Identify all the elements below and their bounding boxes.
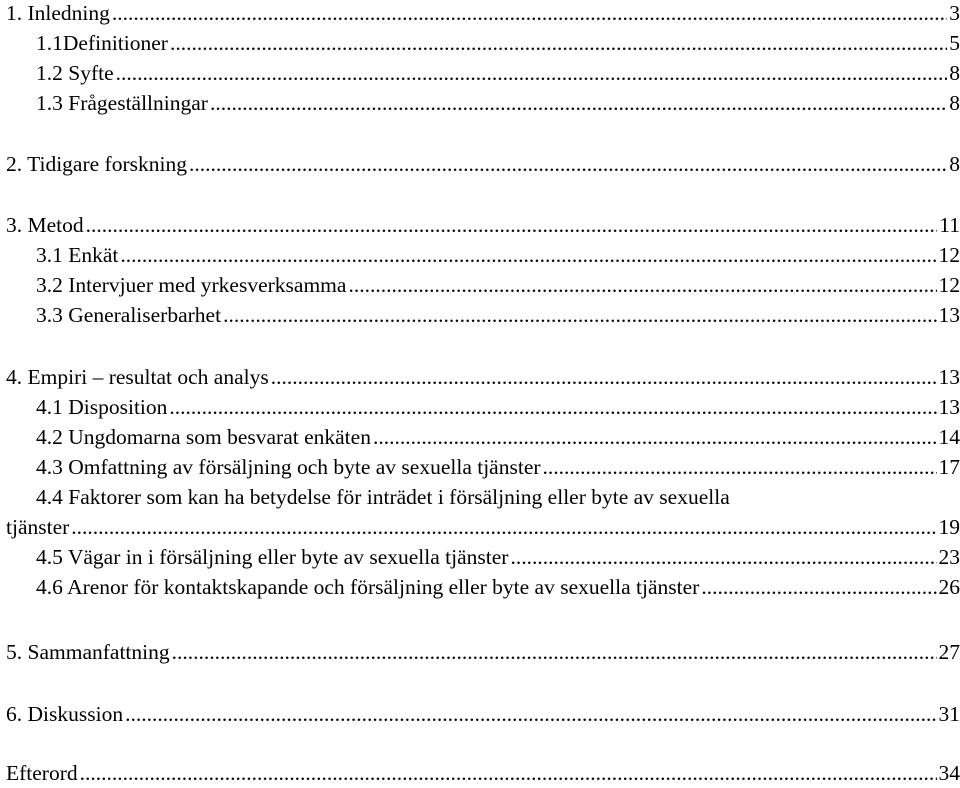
dot-leader (116, 58, 948, 88)
toc-entry-1-1[interactable] (36, 28, 960, 58)
toc-entry-4-3[interactable] (36, 452, 960, 482)
toc-entry-page: 13 (939, 300, 960, 330)
toc-entry-page: 8 (949, 88, 960, 118)
dot-leader (169, 392, 936, 422)
toc-entry-label: Efterord (6, 758, 78, 788)
toc-entry-page: 23 (939, 542, 960, 572)
toc-entry-4-6[interactable] (36, 572, 960, 602)
toc-entry-page: 8 (949, 149, 960, 179)
toc-entry-4-4-line1[interactable]: 4.4 Faktorer som kan ha betydelse för inträdet i försäljning eller byte av sexuella (36, 482, 730, 512)
toc-entry-4-4[interactable] (6, 512, 960, 542)
dot-leader (189, 149, 947, 179)
toc-entry-label: 4.6 Arenor för kontaktskapande och försäljning eller byte av sexuella tjänster (36, 572, 699, 602)
dot-leader (701, 572, 936, 602)
dot-leader (543, 452, 937, 482)
toc-entry-3-1[interactable] (36, 240, 960, 270)
toc-entry-label: 1.2 Syfte (36, 58, 114, 88)
toc-entry-4-5[interactable] (36, 542, 960, 572)
toc-entry-1[interactable] (6, 0, 960, 28)
dot-leader (112, 0, 947, 28)
toc-entry-page: 12 (939, 270, 960, 300)
toc-entry-label: 1. Inledning (6, 0, 110, 28)
toc-entry-page: 31 (939, 699, 960, 729)
toc-entry-1-3[interactable] (36, 88, 960, 118)
toc-entry-6[interactable] (6, 699, 960, 729)
toc-entry-page: 5 (949, 28, 960, 58)
toc-entry-label: 3.2 Intervjuer med yrkesverksamma (36, 270, 346, 300)
toc-entry-label: 3.3 Generaliserbarhet (36, 300, 221, 330)
dot-leader (172, 637, 937, 667)
toc-entry-page: 17 (939, 452, 960, 482)
toc-entry-label: 5. Sammanfattning (6, 637, 170, 667)
dot-leader (510, 542, 936, 572)
toc-entry-4[interactable] (6, 362, 960, 392)
toc-entry-label: 4.2 Ungdomarna som besvarat enkäten (36, 422, 371, 452)
toc-entry-label: 3. Metod (6, 210, 84, 240)
toc-entry-page: 13 (939, 362, 960, 392)
dot-leader (271, 362, 937, 392)
toc-entry-page: 26 (939, 572, 960, 602)
toc-entry-label: 4.3 Omfattning av försäljning och byte av sexuella tjänster (36, 452, 541, 482)
toc-entry-label: 4.5 Vägar in i försäljning eller byte av sexuella tjänster (36, 542, 508, 572)
dot-leader (86, 210, 938, 240)
dot-leader (80, 758, 937, 788)
toc-entry-page: 11 (939, 210, 960, 240)
toc-entry-page: 19 (939, 512, 960, 542)
dot-leader (120, 240, 936, 270)
dot-leader (125, 699, 936, 729)
toc-entry-label: 2. Tidigare forskning (6, 149, 187, 179)
toc-entry-page: 14 (939, 422, 960, 452)
toc-entry-label: 6. Diskussion (6, 699, 123, 729)
toc-entry-page: 12 (939, 240, 960, 270)
toc-entry-5[interactable] (6, 637, 960, 667)
toc-entry-page: 34 (939, 758, 960, 788)
dot-leader (71, 512, 936, 542)
dot-leader (348, 270, 936, 300)
dot-leader (170, 28, 947, 58)
toc-entry-2[interactable] (6, 149, 960, 179)
toc-entry-3-3[interactable] (36, 300, 960, 330)
toc-entry-page: 13 (939, 392, 960, 422)
toc-entry-page: 3 (949, 0, 960, 28)
toc-entry-label: 4.1 Disposition (36, 392, 167, 422)
toc-entry-3-2[interactable] (36, 270, 960, 300)
toc-entry-1-2[interactable] (36, 58, 960, 88)
toc-entry-3[interactable] (6, 210, 960, 240)
dot-leader (223, 300, 936, 330)
toc-entry-label: 3.1 Enkät (36, 240, 118, 270)
toc-entry-page: 27 (939, 637, 960, 667)
toc-entry-label: 1.1Definitioner (36, 28, 168, 58)
toc-entry-efterord[interactable] (6, 758, 960, 788)
dot-leader (210, 88, 947, 118)
toc-entry-label: 4. Empiri – resultat och analys (6, 362, 269, 392)
toc-entry-4-2[interactable] (36, 422, 960, 452)
toc-entry-label: tjänster (6, 512, 69, 542)
toc-entry-4-1[interactable] (36, 392, 960, 422)
dot-leader (373, 422, 937, 452)
toc-entry-page: 8 (949, 58, 960, 88)
toc-entry-label: 1.3 Frågeställningar (36, 88, 208, 118)
